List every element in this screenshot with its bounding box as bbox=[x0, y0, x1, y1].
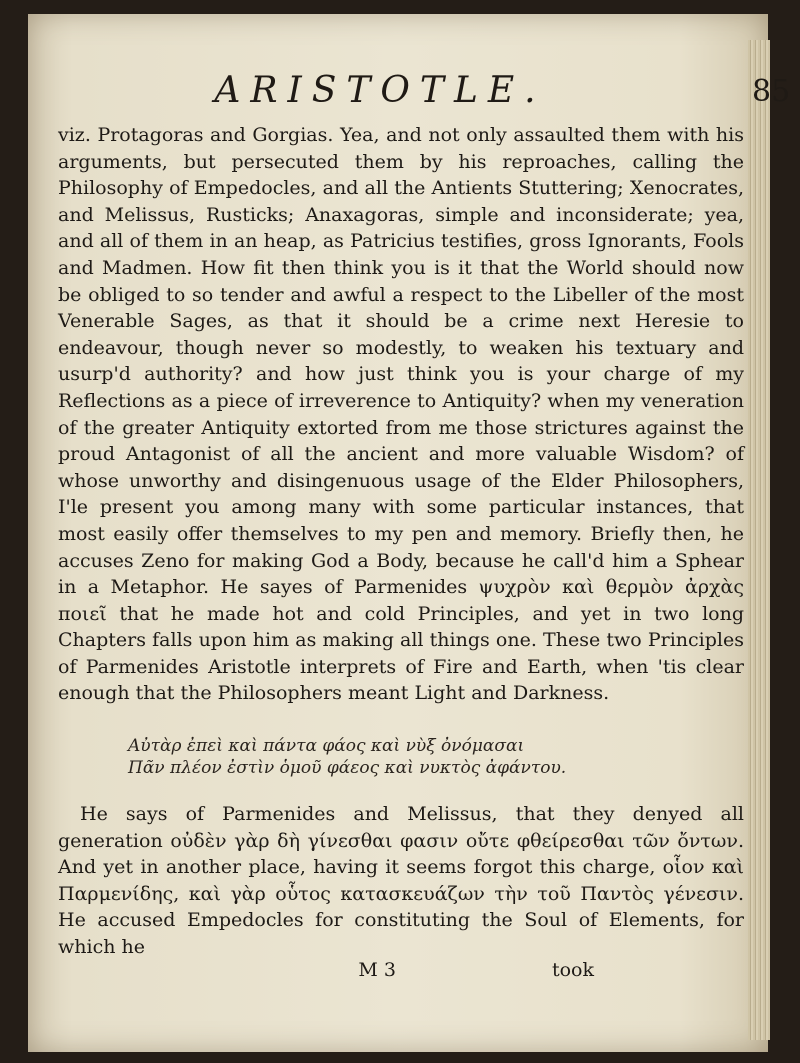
footer-line bbox=[58, 957, 744, 984]
quote-line-2: Πᾶν πλέον ἐστὶν ὁμοῦ φάεος καὶ νυκτὸς ἀφάντου. bbox=[128, 758, 567, 779]
catchword: took bbox=[551, 958, 594, 981]
page-number: 85 bbox=[752, 74, 791, 109]
body-text bbox=[58, 122, 744, 983]
paragraph-2: He says of Parmenides and Melissus, that they denyed all generation οὐδὲν γὰρ δὴ γίνεσθαι φασιν οὔτε φθείρεσθαι τῶν ὄντων. And yet in another place, having it seems forgot this charge, οἷον καὶ Παρμενίδης, καὶ γὰρ οὗτος κατασκευάζων τὴν τοῦ Παντὸς γένεσιν. He accused Empedocles for constituting the Soul of Elements, for which he bbox=[58, 803, 744, 959]
signature-mark: M 3 bbox=[358, 958, 396, 981]
quote-line-1: Αὐτὰρ ἐπεὶ καὶ πάντα φάος καὶ νὺξ ὀνόμασαι bbox=[128, 736, 525, 757]
running-head: ARISTOTLE. bbox=[214, 70, 546, 111]
page-edge bbox=[748, 40, 770, 1040]
paragraph-1: viz. Protagoras and Gorgias. Yea, and not only assaulted them with his arguments, but persecuted them by his reproaches, calling the Philosophy of Empedocles, and all the Antients Stuttering; Xenocrates, and Melissus, Rusticks; Anaxagoras, simple and inconsiderate; yea, and all of them in an heap, as Patricius testifies, gross Ignorants, Fools and Madmen. How fit then think you is it that the World should now be obliged to so tender and awful a respect to the Libeller of the most Venerable Sages, as that it should be a crime next Heresie to endeavour, though never so modestly, to weaken his textuary and usurp'd authority? and how just think you is your charge of my Reflections as a piece of irreverence to Antiquity? when my veneration of the greater Antiquity extorted from me those strictures against the proud Antagonist of all the ancient and more valuable Wisdom? of whose unworthy and disingenuous usage of the Elder Philosophers, I'le present you among many with some particular instances, that most easily offer themselves to my pen and memory. Briefly then, he accuses Zeno for making God a Body, because he call'd him a Sphear in a Metaphor. He sayes of Parmenides ψυχρὸν καὶ θερμὸν ἀρχὰς ποιεῖ that he made hot and cold Principles, and yet in two long Chapters falls upon him as making all things one. These two Principles of Parmenides Aristotle interprets of Fire and Earth, when 'tis clear enough that the Philosophers meant Light and Darkness. bbox=[58, 124, 744, 705]
greek-quotation bbox=[58, 735, 744, 779]
